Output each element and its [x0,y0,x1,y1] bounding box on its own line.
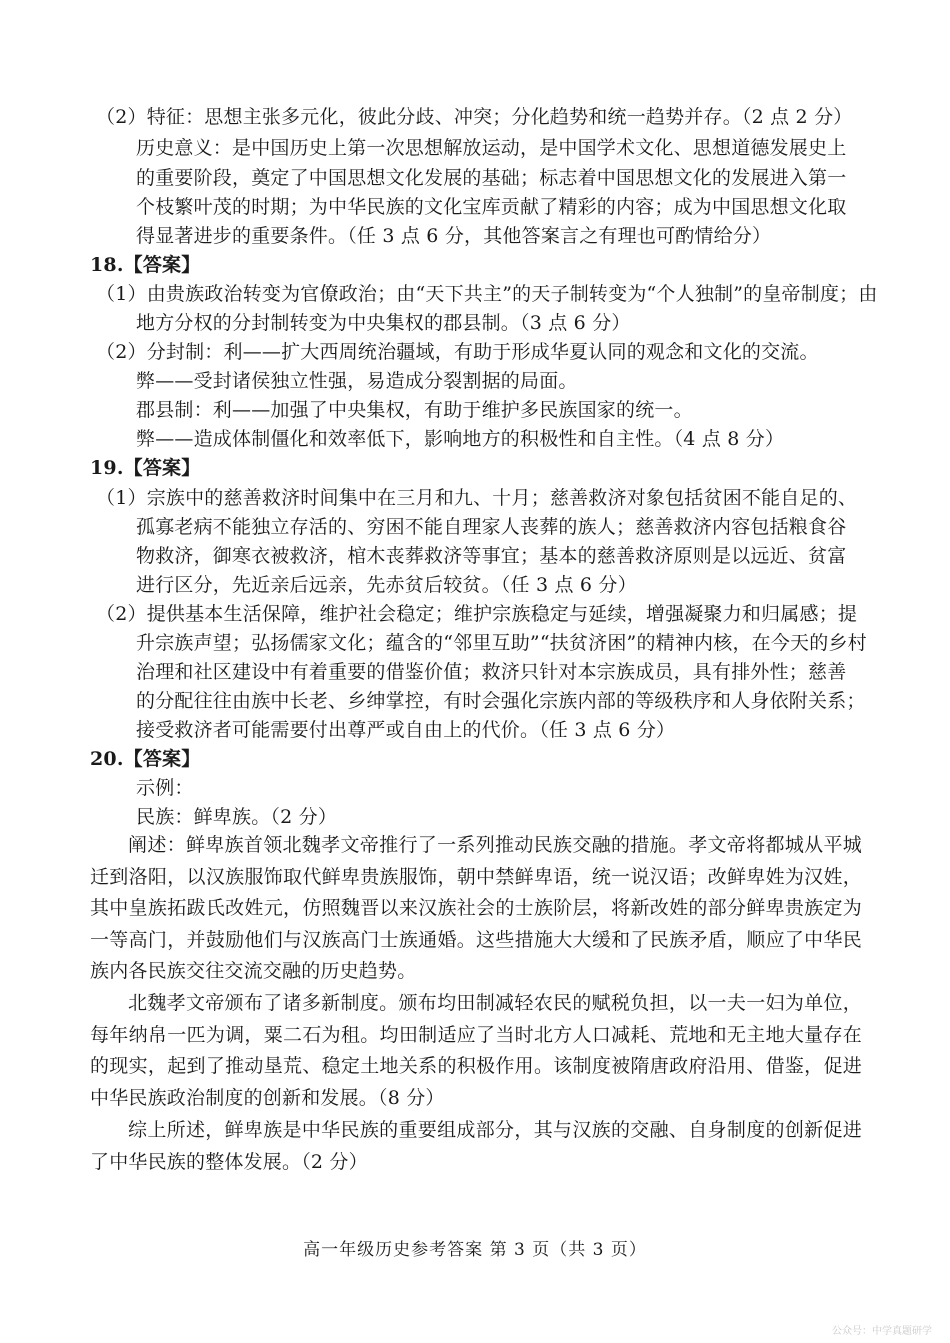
q19-part1-line: 孤寡老病不能独立存活的、穷困不能自理家人丧葬的族人；慈善救济内容包括粮食谷 [136,516,847,538]
q19-part1-line: 进行区分，先近亲后远亲，先赤贫后较贫。（任 3 点 6 分） [136,574,637,596]
q20-paragraph-2: 北魏孝文帝颁布了诸多新制度。颁布均田制减轻农民的赋税负担，以一夫一妇为单位，每年纳帛一匹为调，粟二石为租。均田制适应了当时北方人口减耗、荒地和无主地大量存在的现实，起到了推动垦荒、稳定土地关系的积极作用。该制度被隋唐政府沿用、借鉴，促进中华民族政治制度的创新和发展。（8 分） [90,992,862,1109]
q19-part1-line: 物救济，御寒衣被救济，棺木丧葬救济等事宜；基本的慈善救济原则是以远近、贫富 [136,545,847,567]
q18-part1-line1: （1）由贵族政治转变为官僚政治；由“天下共主”的天子制转变为“个人独制”的皇帝制度；由 [96,283,878,305]
q18-heading: 18.【答案】 [90,254,201,276]
q18-part2-line: 郡县制：利——加强了中央集权，有助于维护多民族国家的统一。 [136,399,693,421]
q18-part2-line: 弊——造成体制僵化和效率低下，影响地方的积极性和自主性。（4 点 8 分） [136,428,785,450]
q19-part2-line: 的分配往往由族中长老、乡绅掌控，有时会强化宗族内部的等级秩序和人身依附关系； [136,690,866,712]
q20-paragraph-1: 阐述：鲜卑族首领北魏孝文帝推行了一系列推动民族交融的措施。孝文帝将都城从平城迁到洛阳，以汉族服饰取代鲜卑贵族服饰，朝中禁鲜卑语，统一说汉语；改鲜卑姓为汉姓，其中皇族拓跋氏改姓元，仿照魏晋以来汉族社会的士族阶层，将新改姓的部分鲜卑贵族定为一等高门，并鼓励他们与汉族高门士族通婚。这些措施大大缓和了民族矛盾，顺应了中华民族内各民族交往交流交融的历史趋势。 [90,834,862,982]
q20-heading: 20.【答案】 [90,748,201,770]
q19-part2-line: 治理和社区建设中有着重要的借鉴价值；救济只针对本宗族成员，具有排外性；慈善 [136,661,847,683]
q19-part2-line1: （2）提供基本生活保障，维护社会稳定；维护宗族稳定与延续，增强凝聚力和归属感；提 [96,603,858,625]
q20-paragraph-3: 综上所述，鲜卑族是中华民族的重要组成部分，其与汉族的交融、自身制度的创新促进了中华民族的整体发展。（2 分） [90,1119,862,1173]
q18-part1-line2: 地方分权的分封制转变为中央集权的郡县制。（3 点 6 分） [136,312,631,334]
q20-example-label: 示例： [136,777,194,799]
q20-nation: 民族：鲜卑族。（2 分） [136,806,338,828]
q18-part2-line1: （2）分封制：利——扩大西周统治疆域，有助于形成华夏认同的观念和文化的交流。 [96,341,819,363]
q19-part2-line: 接受救济者可能需要付出尊严或自由上的代价。（任 3 点 6 分） [136,719,676,741]
q19-part2-line: 升宗族声望；弘扬儒家文化；蕴含的“邻里互助”“扶贫济困”的精神内核，在今天的乡村 [136,632,867,654]
page-footer: 高一年级历史参考答案 第 3 页（共 3 页） [303,1240,647,1260]
q17-part2-line: 个枝繁叶茂的时期；为中华民族的文化宝库贡献了精彩的内容；成为中国思想文化取 [136,196,847,218]
q17-part2-line: 得显著进步的重要条件。（任 3 点 6 分，其他答案言之有理也可酌情给分） [136,225,772,247]
q17-part2-line1: （2）特征：思想主张多元化，彼此分歧、冲突；分化趋势和统一趋势并存。（2 点 2 分） [96,106,853,128]
q17-part2-line: 历史意义：是中国历史上第一次思想解放运动，是中国学术文化、思想道德发展史上 [136,137,847,159]
q19-part1-line1: （1）宗族中的慈善救济时间集中在三月和九、十月；慈善救济对象包括贫困不能自足的、 [96,487,858,509]
watermark: 公众号：中学真题研学 [832,1326,932,1337]
q18-part2-line: 弊——受封诸侯独立性强，易造成分裂割据的局面。 [136,370,578,392]
q17-part2-line: 的重要阶段，奠定了中国思想文化发展的基础；标志着中国思想文化的发展进入第一 [136,167,847,189]
q19-heading: 19.【答案】 [90,457,201,479]
